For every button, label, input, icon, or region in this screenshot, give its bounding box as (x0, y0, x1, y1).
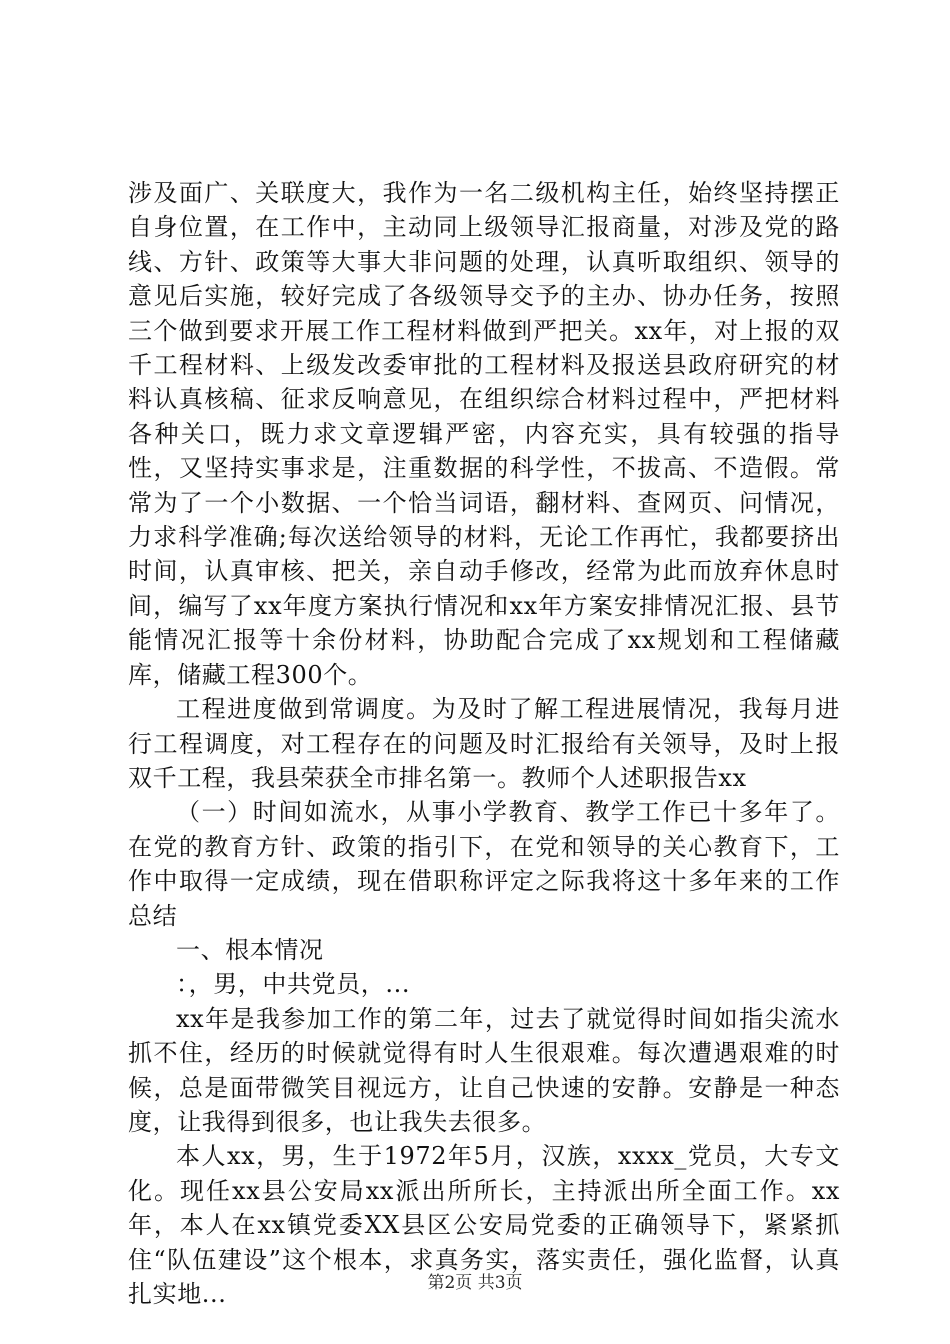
paragraph-1: 涉及面广、关联度大，我作为一名二级机构主任，始终坚持摆正自身位置，在工作中，主动同上级领导汇报商量，对涉及党的路线、方针、政策等大事大非问题的处理，认真听取组织、领导的意见后实施，较好完成了各级领导交予的主办、协办任务，按照三个做到要求开展工作工程材料做到严把关。xx年，对上报的双千工程材料、上级发改委审批的工程材料及报送县政府研究的材料认真核稿、征求反响意见，在组织综合材料过程中，严把材料各种关口，既力求文章逻辑严密，内容充实，具有较强的指导性，又坚持实事求是，注重数据的科学性，不拔高、不造假。常常为了一个小数据、一个恰当词语，翻材料、查网页、问情况，力求科学准确;每次送给领导的材料，无论工作再忙，我都要挤出时间，认真审核、把关，亲自动手修改，经常为此而放弃休息时间，编写了xx年度方案执行情况和xx年方案安排情况汇报、县节能情况汇报等十余份材料，协助配合完成了xx规划和工程储藏库，储藏工程300个。 (128, 179, 840, 689)
paragraph-7: 本人xx，男，生于1972年5月，汉族，xxxx_党员，大专文化。现任xx县公安局xx派出所所长，主持派出所全面工作。xx年，本人在xx镇党委XX县区公安局党委的正确领导下，紧紧抓住“队伍建设”这个根本，求真务实，落实责任，强化监督，认真扎实地... (128, 1142, 840, 1308)
section-heading-basic-info: 一、根本情况 (176, 935, 324, 964)
paragraph-5: ：，男，中共党员，... (176, 970, 411, 999)
document-body (128, 176, 840, 1311)
paragraph-2: 工程进度做到常调度。为及时了解工程进展情况，我每月进行工程调度，对工程存在的问题及时汇报给有关领导，及时上报双千工程，我县荣获全市排名第一。教师个人述职报告xx (128, 695, 840, 792)
paragraph-6: xx年是我参加工作的第二年，过去了就觉得时间如指尖流水抓不住，经历的时候就觉得有时人生很艰难。每次遭遇艰难的时候，总是面带微笑目视远方，让自己快速的安静。安静是一种态度，让我得到很多，也让我失去很多。 (128, 1004, 840, 1136)
paragraph-3: （一）时间如流水，从事小学教育、教学工作已十多年了。在党的教育方针、政策的指引下，在党和领导的关心教育下，工作中取得一定成绩，现在借职称评定之际我将这十多年来的工作总结 (128, 798, 840, 930)
page-number-footer: 第2页 共3页 (427, 1273, 523, 1293)
